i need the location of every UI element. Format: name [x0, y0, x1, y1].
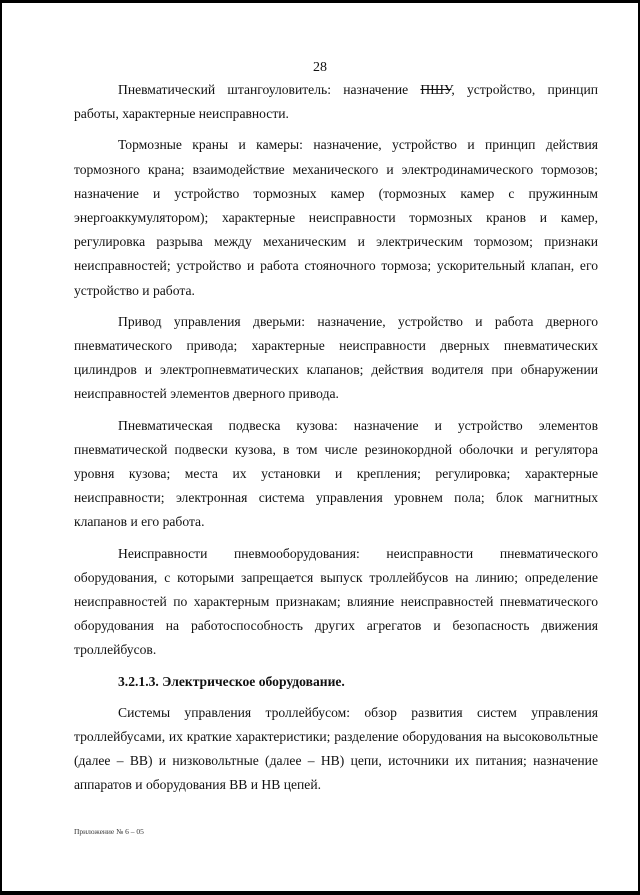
- scan-edge-left: [0, 0, 2, 895]
- document-body: [74, 78, 598, 805]
- paragraph-door-drive: Привод управления дверьми: назначение, устройство и работа дверного пневматического привода; характерные неисправности дверных пневматических цилиндров и электропневматических клапанов; действия водителя при обнаружении неисправностей элементов дверного привода.: [74, 313, 598, 402]
- paragraph-control-systems: Системы управления троллейбусом: обзор развития систем управления троллейбусами, их краткие характеристики; разделение оборудования на высоковольтные (далее – ВВ) и низковольтные (далее – НВ) цепи, источники их питания; назначение аппаратов и оборудования ВВ и НВ цепей.: [74, 704, 598, 793]
- paragraph-brake-catcher: [74, 78, 598, 126]
- section-heading: 3.2.1.3. Электрическое оборудование.: [118, 673, 345, 689]
- paragraph-brake-valves: Тормозные краны и камеры: назначение, устройство и принцип действия тормозного крана; взаимодействие механического и электродинамического тормозов; назначение и устройство тормозных камер (тормозных камер с пружинным энергоаккумулятором); характерные неисправности тормозных кранов и камер, регулировка разрыва между механическим и электрическим тормозом; признаки неисправностей; устройство и работа стояночного тормоза; ускорительный клапан, его устройство и работа.: [74, 137, 598, 298]
- footer-note: Приложение № 6 – 05: [74, 827, 144, 836]
- paragraph-pneumatic-faults: Неисправности пневмооборудования: неисправности пневматического оборудования, с которыми запрещается выпуск троллейбусов на линию; определение неисправностей по характерным признакам; влияние неисправностей пневматического оборудования на работоспособность других агрегатов и безопасность движения троллейбусов.: [74, 545, 598, 658]
- scan-edge-bottom: [0, 891, 640, 895]
- page-number: 28: [313, 60, 327, 75]
- paragraph-text: Пневматический штангоуловитель: назначение: [118, 82, 421, 97]
- scan-edge-top: [0, 0, 640, 3]
- paragraph-air-suspension: Пневматическая подвеска кузова: назначение и устройство элементов пневматической подвески кузова, в том числе резинокордной оболочки и регулятора уровня кузова; места их установки и крепления; регулировка; характерные неисправности; электронная система управления уровнем пола; блок магнитных клапанов и его работа.: [74, 417, 598, 530]
- struck-abbreviation: ПШУ: [420, 82, 452, 97]
- paragraph-text: , устройство, принцип работы, характерные неисправности.: [74, 82, 598, 122]
